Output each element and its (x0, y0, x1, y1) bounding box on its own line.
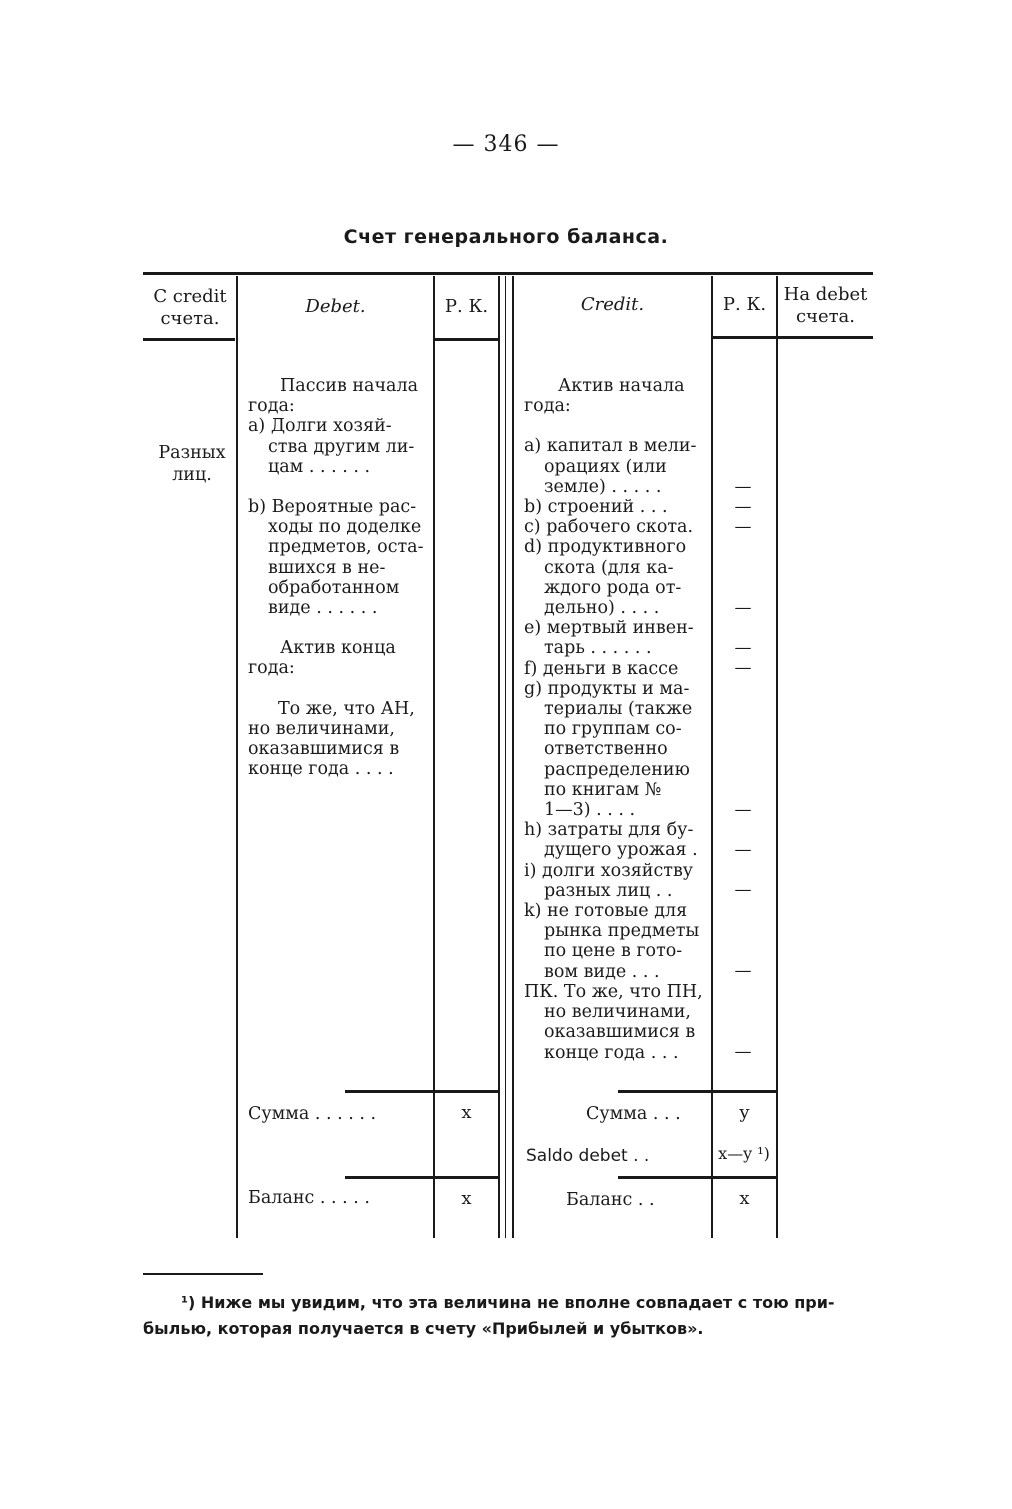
left-label-line2: лиц. (172, 465, 212, 485)
debet-sum-value: x (461, 1102, 472, 1123)
debet-line: вшихся в не- (268, 557, 386, 578)
credit-line: дельно) . . . . (544, 598, 660, 619)
credit-balance-value: x (739, 1188, 750, 1209)
credit-text-block (524, 376, 704, 1063)
credit-line: h) затраты для бу- (524, 820, 694, 841)
credit-sum-value: y (739, 1102, 750, 1123)
credit-line: оказавшимися в (544, 1022, 696, 1043)
col-rule-1 (236, 276, 238, 1238)
credit-line (524, 416, 704, 436)
footnote-line1: ¹) Ниже мы увидим, что эта величина не вполне совпадает с тою при- (181, 1293, 835, 1312)
rk-dash: — (734, 800, 752, 820)
rk-dash: — (734, 961, 752, 981)
credit-line: g) продукты и ма- (524, 678, 690, 699)
sum-rule-debet (345, 1090, 498, 1093)
credit-line: f) деньги в кассе (524, 658, 679, 679)
col-rule-2 (433, 276, 435, 1238)
credit-balance-label: Баланс . . (566, 1190, 655, 1210)
credit-line: териалы (также (544, 699, 693, 720)
credit-sum-label: Сумма . . . (586, 1104, 681, 1124)
debet-line: оказавшимися в (248, 739, 400, 760)
debet-line (248, 679, 424, 699)
credit-line: скота (для ка- (544, 557, 674, 578)
rk-dash: — (734, 477, 752, 497)
rk-dash: — (734, 1042, 752, 1062)
header-bottom-rule-left (143, 338, 235, 341)
credit-line: ждого рода от- (544, 577, 682, 598)
debet-line: ходы по доделке (268, 517, 422, 538)
credit-line: с) рабочего скота. (524, 517, 694, 538)
col-rule-3a (498, 276, 500, 1238)
header-credit: Credit. (580, 294, 645, 315)
credit-line: года: (524, 396, 571, 417)
debet-text-block (248, 376, 424, 779)
header-rk-right: Р. К. (722, 294, 767, 315)
credit-line: Актив начала (558, 376, 685, 396)
debet-line: конце года . . . . (248, 759, 394, 780)
credit-line: ПК. То же, что ПН, (524, 981, 703, 1002)
footnote-rule (143, 1273, 263, 1275)
left-label-line1: Разных (158, 443, 226, 463)
credit-line: разных лиц . . (544, 880, 673, 901)
debet-sum-label: Сумма . . . . . . (248, 1104, 377, 1124)
debet-line: виде . . . . . . (268, 598, 378, 619)
credit-line: распределению (544, 759, 690, 780)
rk-dash: — (734, 517, 752, 537)
debet-line: Актив конца (280, 638, 396, 659)
header-na-debet-line2: счета. (795, 306, 856, 327)
credit-line: е) мертвый инвен- (524, 618, 694, 639)
header-c-credit-line2: счета. (160, 308, 220, 329)
credit-line: по книгам № (544, 779, 662, 800)
debet-line: обработанном (268, 577, 400, 598)
rk-dash: — (734, 658, 752, 678)
credit-line: рынка предметы (544, 921, 700, 942)
balance-rule-debet (345, 1176, 498, 1179)
debet-line: года: (248, 658, 295, 679)
debet-balance-value: x (461, 1188, 472, 1209)
credit-line: дущего урожая . (544, 840, 698, 861)
footnote-line2: былью, которая получается в счету «Прибылей и убытков». (143, 1319, 704, 1338)
sum-rule-credit (618, 1090, 777, 1093)
credit-line: вом виде . . . (544, 961, 660, 982)
credit-line: k) не готовые для (524, 901, 688, 922)
saldo-value: x—y ¹) (718, 1144, 770, 1163)
debet-line: b) Вероятные рас- (248, 497, 417, 518)
header-c-credit-line1: C credit (153, 286, 227, 307)
credit-line: по группам со- (544, 719, 682, 740)
saldo-label: Saldo debet . . (526, 1146, 650, 1166)
credit-line: а) капитал в мели- (524, 436, 697, 457)
rk-dash: — (734, 840, 752, 860)
footnote (143, 1290, 883, 1342)
debet-line: предметов, оста- (268, 537, 424, 558)
balance-rule-credit (618, 1176, 777, 1179)
rk-dash: — (734, 880, 752, 900)
col-rule-4 (711, 276, 713, 1238)
rk-dash: — (734, 598, 752, 618)
left-label (150, 442, 234, 486)
debet-line: но величинами, (248, 718, 395, 739)
header-na-debet-line1: На debet (783, 284, 868, 305)
debet-line (248, 618, 424, 638)
col-rule-3b (505, 276, 506, 1238)
debet-line: года: (248, 396, 295, 417)
debet-line (248, 477, 424, 497)
credit-line: по цене в гото- (544, 941, 683, 962)
table-top-rule (143, 272, 873, 275)
debet-line: ства другим ли- (268, 436, 415, 457)
credit-line: тарь . . . . . . (544, 638, 652, 659)
credit-line: i) долги хозяйству (524, 860, 694, 881)
credit-line: конце года . . . (544, 1042, 679, 1063)
header-na-debet (778, 284, 873, 328)
debet-line: Пассив начала (280, 376, 419, 396)
debet-line: То же, что АН, (278, 698, 415, 719)
header-rk-left: Р. К. (444, 296, 489, 317)
credit-line: d) продуктивного (524, 537, 687, 558)
credit-line: орациях (или (544, 456, 667, 477)
col-rule-5 (776, 276, 778, 1238)
credit-line: b) строений . . . (524, 497, 668, 518)
rk-dash: — (734, 497, 752, 517)
credit-line: 1—3) . . . . (544, 800, 636, 821)
header-debet: Debet. (305, 296, 366, 317)
page-number: — 346 — (452, 132, 560, 157)
header-c-credit (143, 286, 237, 330)
credit-line: ответственно (544, 739, 668, 760)
header-bottom-rule-right (778, 336, 873, 339)
col-rule-3c (512, 276, 514, 1238)
header-bottom-rule-rk-left (434, 338, 498, 341)
debet-line: цам . . . . . . (268, 456, 371, 477)
header-bottom-rule-rk-right (713, 336, 777, 339)
debet-balance-label: Баланс . . . . . (248, 1188, 370, 1208)
credit-line: земле) . . . . . (544, 476, 662, 497)
debet-line: а) Долги хозяй- (248, 416, 392, 437)
page-title: Счет генерального баланса. (343, 226, 669, 248)
credit-line: но величинами, (544, 1002, 691, 1023)
rk-dash: — (734, 638, 752, 658)
